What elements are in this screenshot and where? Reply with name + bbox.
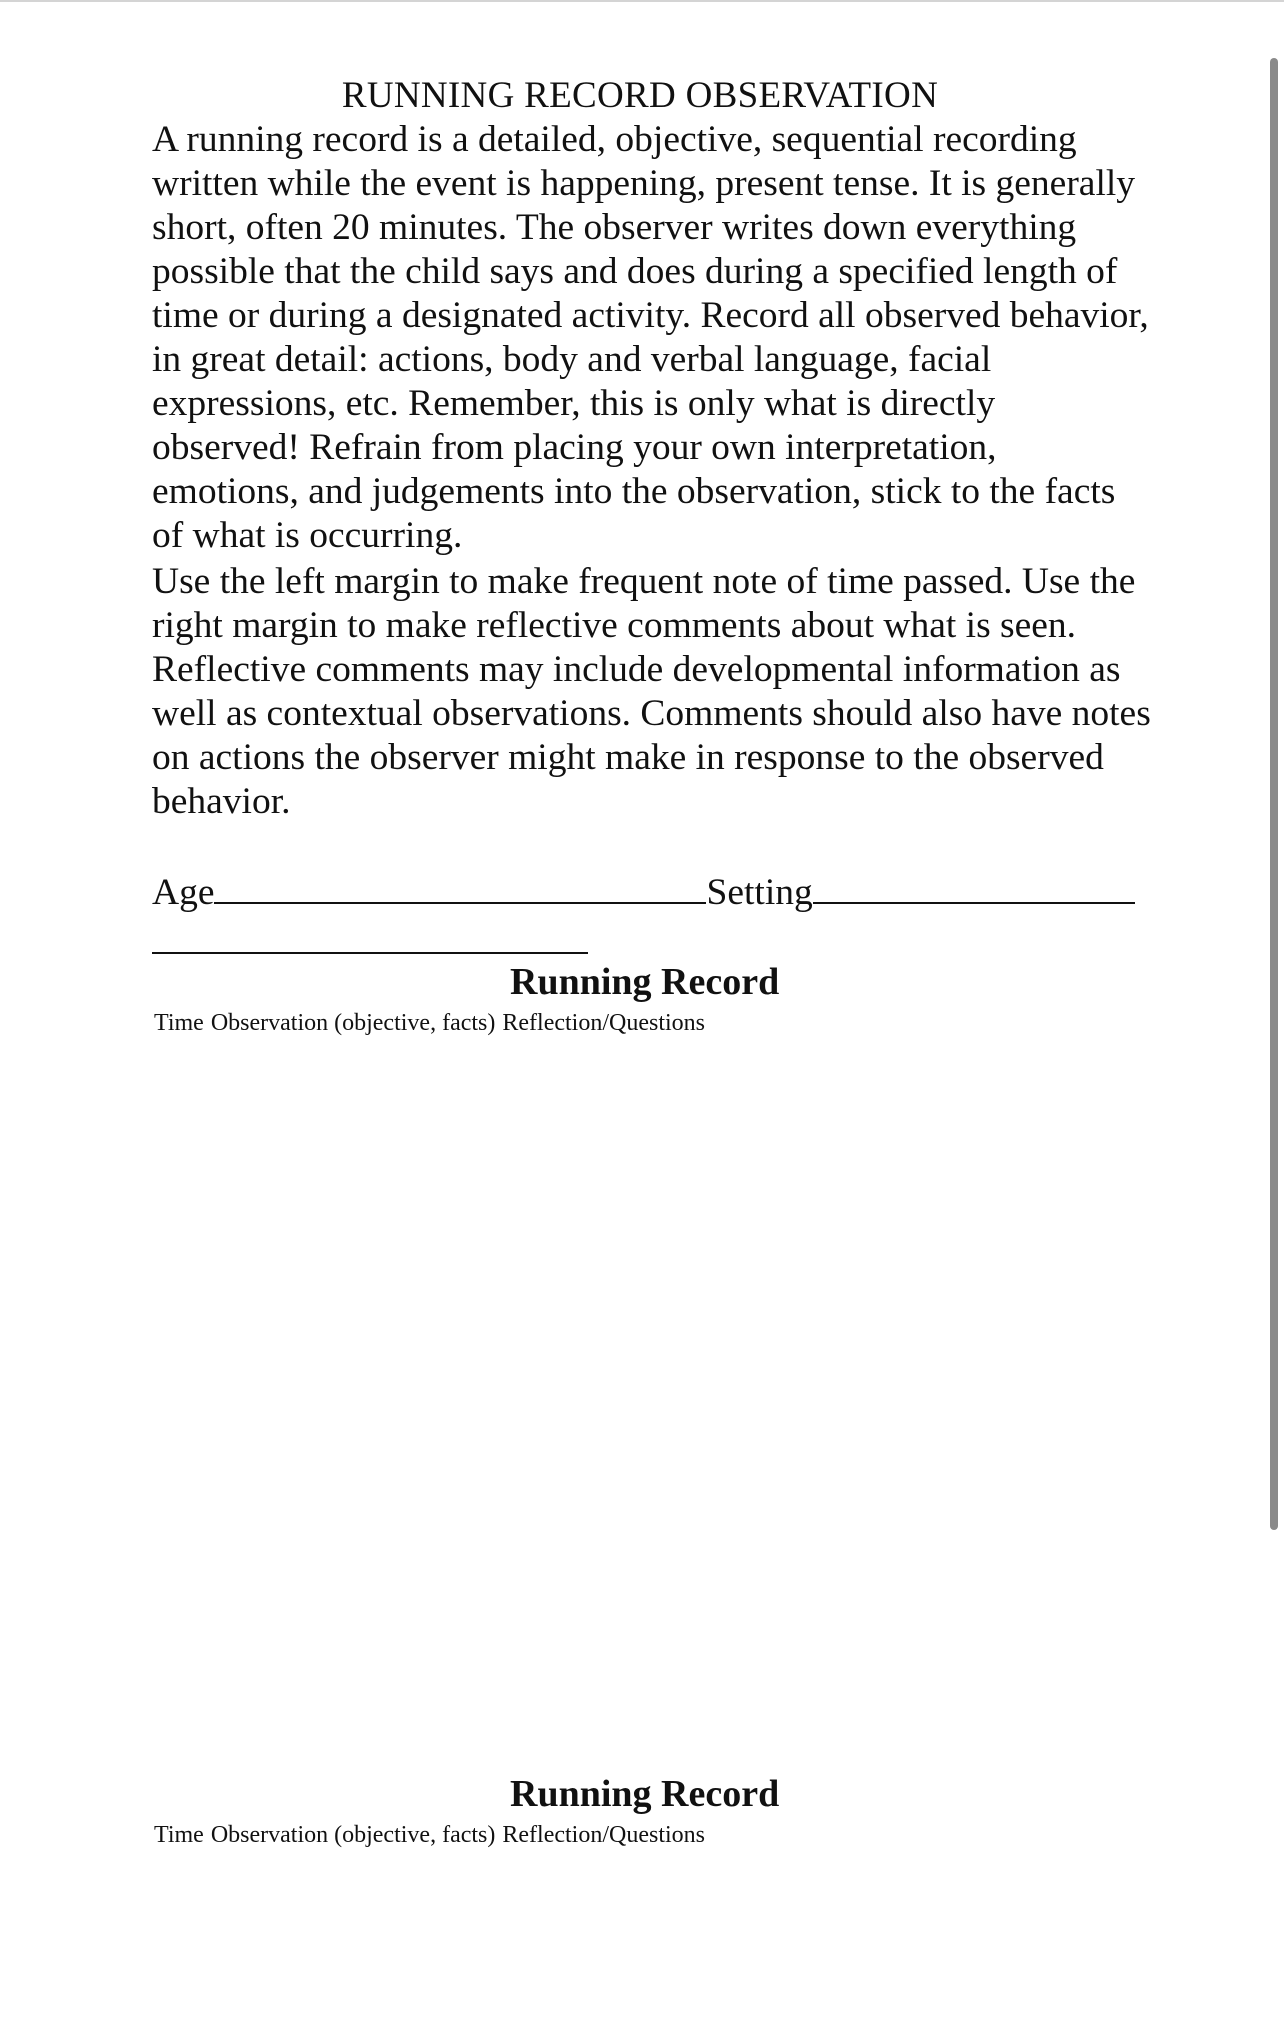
vertical-scrollbar[interactable] (1270, 58, 1278, 1530)
reflection-column-header: Reflection/Questions (502, 1010, 706, 1036)
time-column-header: Time (154, 1010, 204, 1036)
time-column-header: Time (154, 1822, 204, 1848)
reflection-column-header: Reflection/Questions (502, 1822, 706, 1848)
document-title (0, 74, 1284, 118)
column-headers (154, 1008, 705, 1038)
setting-field[interactable] (813, 868, 1135, 904)
observation-column-header: Observation (objective, facts) (210, 1010, 496, 1036)
setting-label: Setting (706, 872, 813, 913)
scrollbar-thumb[interactable] (1270, 58, 1278, 1530)
intro-paragraph: A running record is a detailed, objective, sequential recording written while the event is happening, present tense. It is generally short, often 20 minutes. The observer writes down everything possible that the child says and does during a specified length of time or during a designated activity. Record all observed behavior, in great detail: actions, body and verbal language, facial expressions, etc. Remember, this is only what is directly observed! Refrain from placing your own interpretation, emotions, and judgements into the observation, stick to the facts of what is occurring. (152, 119, 1149, 556)
document-title-text: RUNNING RECORD OBSERVATION (341, 75, 939, 116)
running-record-heading: Running Record (510, 1773, 780, 1815)
age-label: Age (152, 872, 215, 913)
age-setting-line (152, 868, 1152, 918)
running-record-heading: Running Record (510, 961, 780, 1003)
instructions-paragraph: Use the left margin to make frequent note of time passed. Use the right margin to make reflective comments about what is seen. Reflective comments may include developmental information as well as contextual observations. Comments should also have notes on actions the observer might make in response to the observed behavior. (152, 561, 1151, 822)
blank-line (152, 952, 588, 954)
age-field[interactable] (214, 868, 706, 904)
observation-column-header: Observation (objective, facts) (210, 1822, 496, 1848)
column-headers (154, 1820, 705, 1850)
